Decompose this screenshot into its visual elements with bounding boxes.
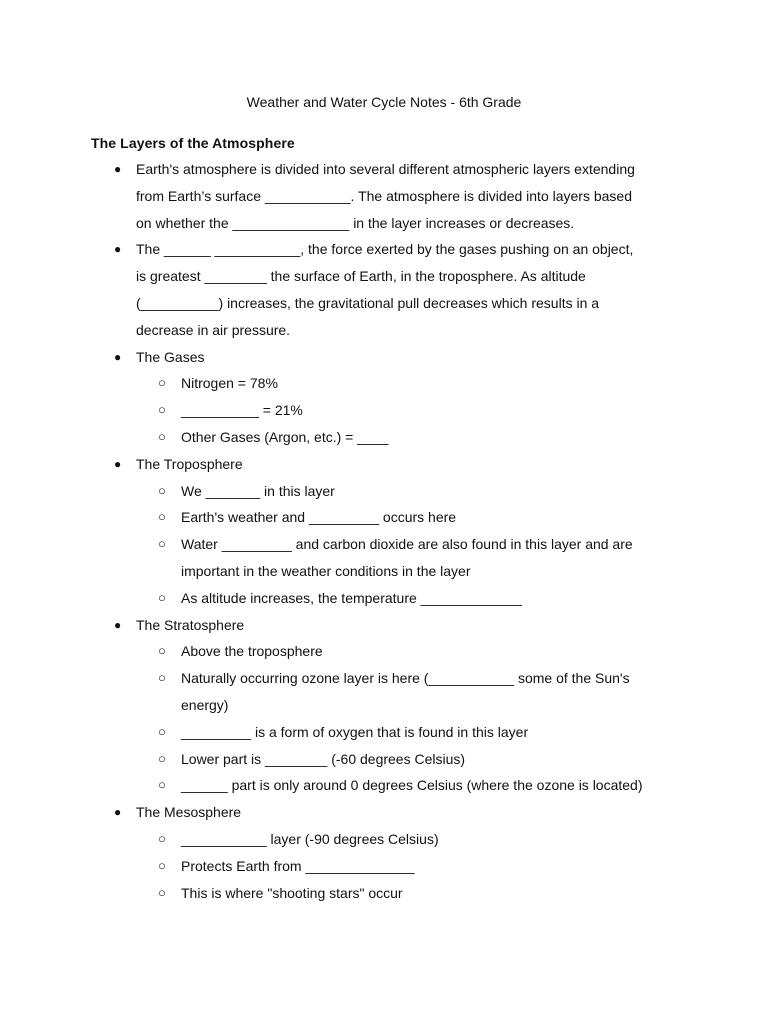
list-item	[0, 156, 768, 183]
list-item-text: As altitude increases, the temperature _____________	[181, 589, 522, 606]
list-item	[0, 558, 768, 585]
list-item	[0, 183, 768, 210]
hollow-circle-bullet-icon: ○	[158, 750, 166, 766]
list-item-text: Other Gases (Argon, etc.) = ____	[181, 428, 389, 445]
hollow-circle-bullet-icon: ○	[158, 857, 166, 873]
list-item-text: ___________ layer (-90 degrees Celsius)	[181, 830, 439, 847]
list-item-text: on whether the _______________ in the layer increases or decreases.	[136, 214, 575, 231]
list-item-text: Protects Earth from ______________	[181, 857, 415, 874]
list-item	[0, 263, 768, 290]
filled-circle-bullet-icon: ●	[114, 617, 122, 632]
list-item-text: energy)	[181, 696, 229, 713]
hollow-circle-bullet-icon: ○	[158, 428, 166, 444]
list-item-text: We _______ in this layer	[181, 482, 335, 499]
list-item-text: The Troposphere	[136, 455, 243, 472]
document-title: Weather and Water Cycle Notes - 6th Grade	[246, 94, 522, 110]
list-item	[0, 531, 768, 558]
list-item	[0, 451, 768, 478]
list-item	[0, 692, 768, 719]
hollow-circle-bullet-icon: ○	[158, 375, 166, 391]
list-item	[0, 585, 768, 612]
list-item	[0, 210, 768, 237]
list-item-text: _________ is a form of oxygen that is found in this layer	[181, 723, 529, 740]
list-item	[0, 370, 768, 397]
list-item	[0, 236, 768, 263]
list-item-text: Earth's weather and _________ occurs here	[181, 509, 457, 526]
list-item-text: is greatest ________ the surface of Earth, in the troposphere. As altitude	[136, 268, 586, 285]
filled-circle-bullet-icon: ●	[114, 242, 122, 257]
list-item-text: Lower part is ________ (-60 degrees Celsius)	[181, 750, 466, 767]
list-item-text: Naturally occurring ozone layer is here (___________ some of the Sun's	[181, 670, 630, 687]
hollow-circle-bullet-icon: ○	[158, 482, 166, 498]
list-item-text: __________ = 21%	[181, 402, 303, 419]
list-item-text: decrease in air pressure.	[136, 321, 291, 338]
list-item-text: Earth's atmosphere is divided into several different atmospheric layers extending	[136, 161, 635, 177]
hollow-circle-bullet-icon: ○	[158, 643, 166, 659]
list-item	[0, 880, 768, 907]
list-item	[0, 826, 768, 853]
list-item	[0, 665, 768, 692]
list-item-text: The ______ ___________, the force exerted by the gases pushing on an object,	[136, 241, 634, 258]
list-item-text: (__________) increases, the gravitational pull decreases which results in a	[136, 294, 600, 311]
hollow-circle-bullet-icon: ○	[158, 884, 166, 900]
list-item-text: ______ part is only around 0 degrees Celsius (where the ozone is located)	[181, 777, 643, 794]
hollow-circle-bullet-icon: ○	[158, 830, 166, 846]
list-item-text: Above the troposphere	[181, 643, 323, 660]
hollow-circle-bullet-icon: ○	[158, 509, 166, 525]
filled-circle-bullet-icon: ●	[114, 349, 122, 364]
hollow-circle-bullet-icon: ○	[158, 777, 166, 793]
list-item	[0, 772, 768, 799]
hollow-circle-bullet-icon: ○	[158, 402, 166, 418]
filled-circle-bullet-icon: ●	[114, 805, 122, 820]
hollow-circle-bullet-icon: ○	[158, 589, 166, 605]
list-item	[0, 424, 768, 451]
list-item-text: The Mesosphere	[136, 804, 242, 821]
list-item	[0, 853, 768, 880]
list-item	[0, 478, 768, 505]
filled-circle-bullet-icon: ●	[114, 162, 122, 176]
list-item	[0, 290, 768, 317]
section-heading: The Layers of the Atmosphere	[91, 135, 295, 151]
list-item-text: Water _________ and carbon dioxide are also found in this layer and are	[181, 536, 633, 553]
notes-list	[0, 156, 768, 906]
list-item	[0, 638, 768, 665]
list-item	[0, 317, 768, 344]
list-item-text: Nitrogen = 78%	[181, 375, 278, 392]
list-item-text: The Stratosphere	[136, 616, 245, 633]
hollow-circle-bullet-icon: ○	[158, 723, 166, 739]
list-item	[0, 799, 768, 826]
list-item-text: from Earth’s surface ___________. The atmosphere is divided into layers based	[136, 187, 633, 204]
list-item-text: This is where "shooting stars" occur	[181, 884, 403, 901]
list-item	[0, 344, 768, 371]
list-item	[0, 397, 768, 424]
list-item	[0, 504, 768, 531]
list-item-text: important in the weather conditions in the layer	[181, 562, 471, 579]
hollow-circle-bullet-icon: ○	[158, 670, 166, 686]
list-item	[0, 612, 768, 639]
list-item-text: The Gases	[136, 348, 205, 365]
hollow-circle-bullet-icon: ○	[158, 536, 166, 552]
filled-circle-bullet-icon: ●	[114, 456, 122, 471]
list-item	[0, 719, 768, 746]
list-item	[0, 746, 768, 773]
